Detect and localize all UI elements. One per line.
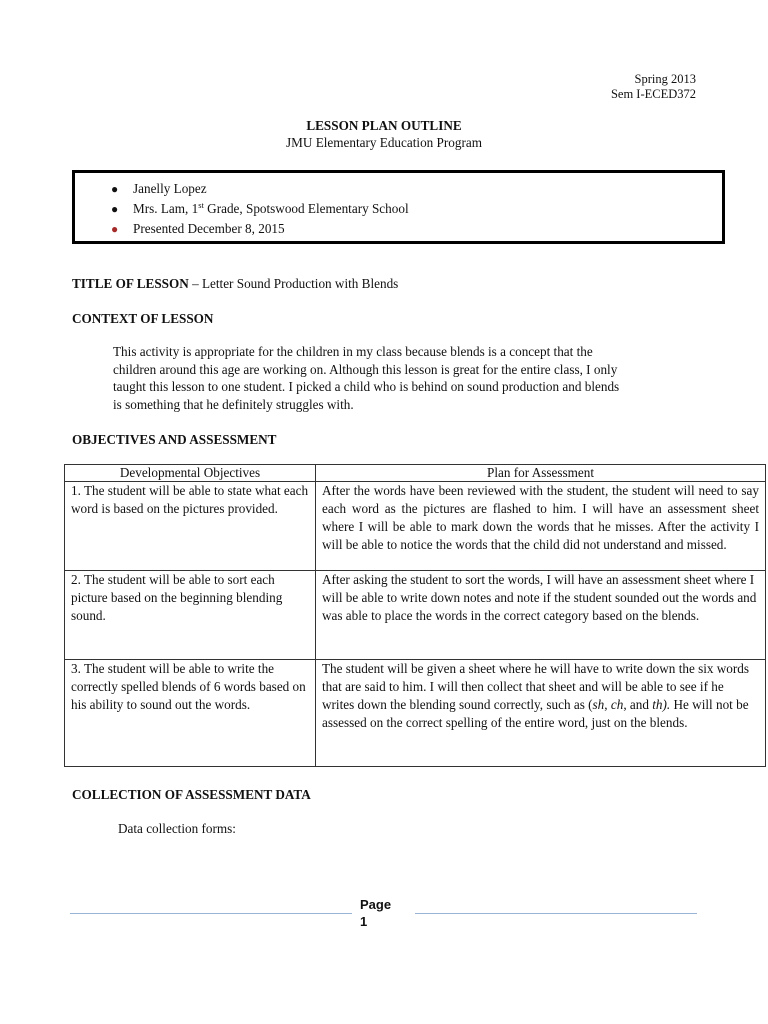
info-list xyxy=(111,179,409,239)
context-heading: CONTEXT OF LESSON xyxy=(72,311,214,326)
assessment-text-italic: ch xyxy=(610,697,624,712)
context-line: children around this age are working on. Although this lesson is great for the entire class, I only xyxy=(113,361,618,377)
class-suffix: Grade, Spotswood Elementary School xyxy=(203,201,409,216)
title-of-lesson-label: TITLE OF LESSON xyxy=(72,276,189,291)
assessment-text-italic: th). xyxy=(652,697,671,712)
footer-divider-left xyxy=(70,913,352,914)
objectives-heading: OBJECTIVES AND ASSESSMENT xyxy=(72,432,277,447)
assessment-text: The student will be given a sheet where he will have to write down the six words that are said to him. I will then collect that sheet and will be able to see if he writes down the blending sound correctly, such as ( xyxy=(322,661,750,712)
bullet-icon: ● xyxy=(111,222,119,236)
assessment-cell: After asking the student to sort the words, I will have an assessment sheet where I will be able to write down notes and note if the student sounded out the words and was able to place the words in the correct category based on the blends. xyxy=(316,571,766,660)
collection-text: Data collection forms: xyxy=(118,821,236,836)
student-name: Janelly Lopez xyxy=(133,181,207,196)
page-label: Page xyxy=(360,897,392,912)
page-number: 1 xyxy=(360,914,368,929)
context-paragraph xyxy=(113,343,703,413)
document-title: LESSON PLAN OUTLINE xyxy=(306,118,462,133)
footer-divider-right xyxy=(415,913,697,914)
info-item-class xyxy=(111,199,409,219)
column-header-objectives: Developmental Objectives xyxy=(65,465,316,482)
objective-cell: 1. The student will be able to state what each word is based on the pictures provided. xyxy=(65,482,316,571)
bullet-icon: ● xyxy=(111,202,119,216)
class-prefix: Mrs. Lam, 1 xyxy=(133,201,199,216)
context-line: taught this lesson to one student. I picked a child who is behind on sound production and blends xyxy=(113,379,620,395)
title-of-lesson xyxy=(72,275,398,293)
objective-cell: 3. The student will be able to write the correctly spelled blends of 6 words based on his ability to sound out the words. xyxy=(65,660,316,767)
course-label: Sem I-ECED372 xyxy=(610,87,696,101)
bullet-icon: ● xyxy=(111,182,119,196)
context-line: This activity is appropriate for the children in my class because blends is a concept that the xyxy=(113,344,593,359)
table-row xyxy=(65,660,766,767)
title-of-lesson-text: – Letter Sound Production with Blends xyxy=(188,276,399,291)
assessment-cell xyxy=(316,660,766,767)
objectives-table xyxy=(64,464,766,767)
page-indicator xyxy=(360,896,391,930)
objective-cell: 2. The student will be able to sort each picture based on the beginning blending sound. xyxy=(65,571,316,660)
assessment-text-italic: sh xyxy=(592,697,605,712)
assessment-text: , xyxy=(604,697,611,712)
info-item-name xyxy=(111,179,409,199)
document-header xyxy=(611,72,696,102)
term-label: Spring 2013 xyxy=(634,72,696,86)
class-ordinal: st xyxy=(198,200,204,210)
table-row xyxy=(65,571,766,660)
context-line: is something that he definitely struggles with. xyxy=(113,396,354,412)
presented-date: Presented December 8, 2015 xyxy=(133,221,285,236)
assessment-cell: After the words have been reviewed with the student, the student will need to say each word as the pictures are flashed to him. I will have an assessment sheet where I will be able to mark down the words that he misses. After the activity I will be able to notice the words that the child did not understand and missed. xyxy=(316,482,766,571)
collection-heading: COLLECTION OF ASSESSMENT DATA xyxy=(72,787,311,802)
info-box xyxy=(72,170,725,244)
document-subtitle: JMU Elementary Education Program xyxy=(286,135,482,150)
column-header-assessment: Plan for Assessment xyxy=(316,465,766,482)
assessment-text: He will not be assessed on the correct spelling of the entire word, just on the blends. xyxy=(322,697,749,730)
assessment-text: , and xyxy=(623,697,653,712)
table-row xyxy=(65,482,766,571)
info-item-presented xyxy=(111,219,409,239)
table-header-row xyxy=(65,465,766,482)
